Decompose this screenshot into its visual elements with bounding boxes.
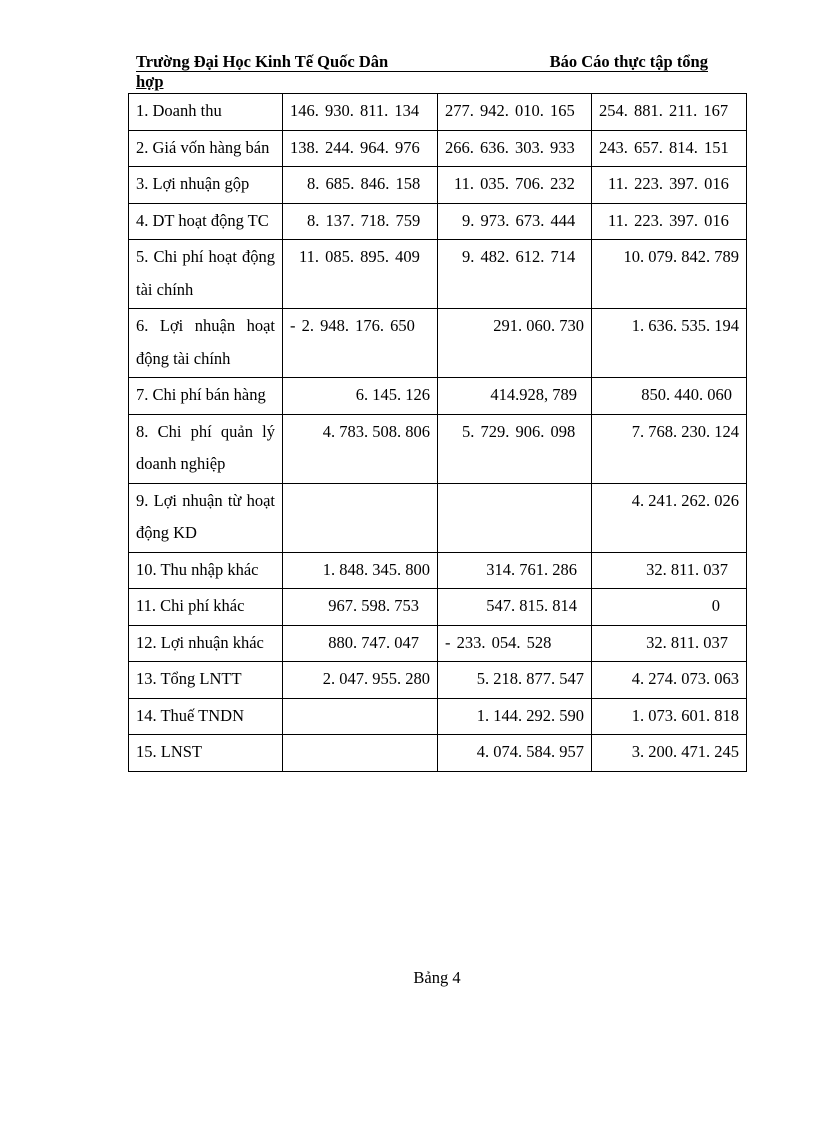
table-row — [129, 240, 747, 309]
table-row — [129, 167, 747, 204]
row-label: 14. Thuế TNDN — [129, 698, 283, 735]
cell-col3: 1. 073. 601. 818 — [592, 698, 747, 735]
table-row — [129, 94, 747, 131]
cell-col2: 547. 815. 814 — [438, 589, 592, 626]
cell-col2: 1. 144. 292. 590 — [438, 698, 592, 735]
table-row — [129, 378, 747, 415]
cell-col1: 880. 747. 047 — [283, 625, 438, 662]
cell-col1: 1. 848. 345. 800 — [283, 552, 438, 589]
row-label: 3. Lợi nhuận gộp — [129, 167, 283, 204]
row-label: 7. Chi phí bán hàng — [129, 378, 283, 415]
cell-col2: 4. 074. 584. 957 — [438, 735, 592, 772]
school-name: Trường Đại Học Kinh Tế Quốc Dân — [136, 52, 389, 71]
cell-col1: 8. 137. 718. 759 — [283, 203, 438, 240]
table-row — [129, 414, 747, 483]
cell-col3: 4. 274. 073. 063 — [592, 662, 747, 699]
cell-col3: 3. 200. 471. 245 — [592, 735, 747, 772]
cell-col1: 8. 685. 846. 158 — [283, 167, 438, 204]
cell-col2: 9. 973. 673. 444 — [438, 203, 592, 240]
cell-col3: 32. 811. 037 — [592, 552, 747, 589]
cell-col1: 138. 244. 964. 976 — [283, 130, 438, 167]
cell-col2: 266. 636. 303. 933 — [438, 130, 592, 167]
table-row — [129, 625, 747, 662]
table-row — [129, 309, 747, 378]
row-label: 6. Lợi nhuận hoạt động tài chính — [129, 309, 283, 378]
cell-col2: 414.928, 789 — [438, 378, 592, 415]
row-label: 5. Chi phí hoạt động tài chính — [129, 240, 283, 309]
cell-col1 — [283, 483, 438, 552]
row-label: 4. DT hoạt động TC — [129, 203, 283, 240]
cell-col3: 10. 079. 842. 789 — [592, 240, 747, 309]
row-label: 8. Chi phí quản lý doanh nghiệp — [129, 414, 283, 483]
row-label: 2. Giá vốn hàng bán — [129, 130, 283, 167]
cell-col1: 11. 085. 895. 409 — [283, 240, 438, 309]
table-row — [129, 698, 747, 735]
cell-col2: 11. 035. 706. 232 — [438, 167, 592, 204]
cell-col3: 243. 657. 814. 151 — [592, 130, 747, 167]
cell-col3: 32. 811. 037 — [592, 625, 747, 662]
cell-col3: 1. 636. 535. 194 — [592, 309, 747, 378]
financial-table — [128, 93, 747, 772]
report-title-continued: hợp — [136, 72, 164, 91]
cell-col2 — [438, 483, 592, 552]
cell-col3: 7. 768. 230. 124 — [592, 414, 747, 483]
cell-col3: 11. 223. 397. 016 — [592, 167, 747, 204]
cell-col1 — [283, 698, 438, 735]
row-label: 15. LNST — [129, 735, 283, 772]
row-label: 10. Thu nhập khác — [129, 552, 283, 589]
cell-col1: 4. 783. 508. 806 — [283, 414, 438, 483]
row-label: 13. Tổng LNTT — [129, 662, 283, 699]
table-row — [129, 735, 747, 772]
row-label: 11. Chi phí khác — [129, 589, 283, 626]
cell-col2: 5. 218. 877. 547 — [438, 662, 592, 699]
header-line — [136, 52, 708, 72]
table-row — [129, 589, 747, 626]
cell-col3: 0 — [592, 589, 747, 626]
cell-col2: 5. 729. 906. 098 — [438, 414, 592, 483]
cell-col3: 850. 440. 060 — [592, 378, 747, 415]
table-row — [129, 483, 747, 552]
cell-col2: 314. 761. 286 — [438, 552, 592, 589]
row-label: 1. Doanh thu — [129, 94, 283, 131]
cell-col3: 254. 881. 211. 167 — [592, 94, 747, 131]
table-row — [129, 130, 747, 167]
cell-col1: - 2. 948. 176. 650 — [283, 309, 438, 378]
cell-col3: 4. 241. 262. 026 — [592, 483, 747, 552]
cell-col2: - 233. 054. 528 — [438, 625, 592, 662]
cell-col2: 277. 942. 010. 165 — [438, 94, 592, 131]
page-header — [136, 52, 708, 91]
cell-col2: 291. 060. 730 — [438, 309, 592, 378]
cell-col1 — [283, 735, 438, 772]
cell-col2: 9. 482. 612. 714 — [438, 240, 592, 309]
cell-col1: 2. 047. 955. 280 — [283, 662, 438, 699]
table-caption: Bảng 4 — [413, 968, 461, 987]
cell-col1: 6. 145. 126 — [283, 378, 438, 415]
cell-col1: 967. 598. 753 — [283, 589, 438, 626]
row-label: 12. Lợi nhuận khác — [129, 625, 283, 662]
report-title: Báo Cáo thực tập tổng — [549, 52, 708, 71]
row-label: 9. Lợi nhuận từ hoạt động KD — [129, 483, 283, 552]
table-row — [129, 552, 747, 589]
table-row — [129, 203, 747, 240]
cell-col3: 11. 223. 397. 016 — [592, 203, 747, 240]
table-row — [129, 662, 747, 699]
cell-col1: 146. 930. 811. 134 — [283, 94, 438, 131]
